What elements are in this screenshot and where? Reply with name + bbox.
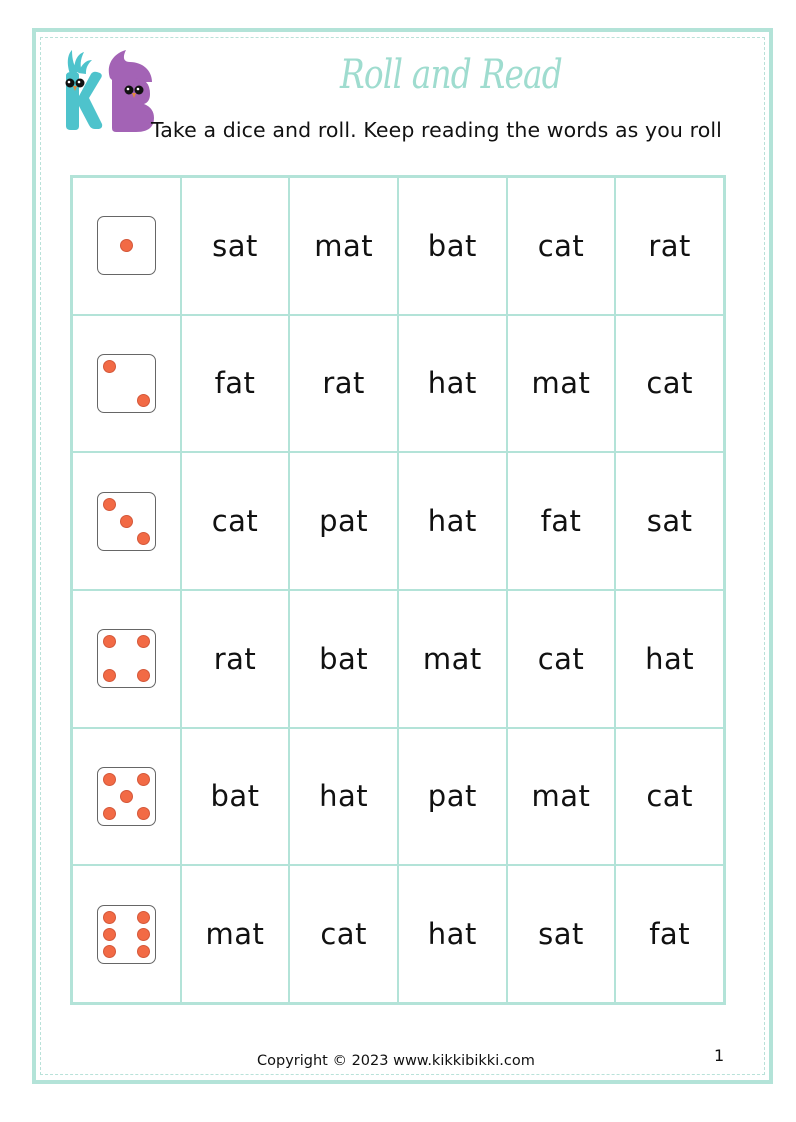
word-cell: cat <box>615 315 724 453</box>
word-cell: fat <box>615 865 724 1003</box>
word-cell: fat <box>181 315 290 453</box>
die-cell <box>72 590 181 728</box>
word-cell: cat <box>507 590 616 728</box>
word-cell: bat <box>398 177 507 315</box>
word-cell: cat <box>507 177 616 315</box>
die-cell <box>72 452 181 590</box>
word-cell: sat <box>507 865 616 1003</box>
word-cell: mat <box>507 728 616 866</box>
word-cell: hat <box>289 728 398 866</box>
die-cell <box>72 865 181 1003</box>
word-cell: mat <box>507 315 616 453</box>
word-cell: hat <box>398 865 507 1003</box>
page-title: Roll and Read <box>340 52 562 98</box>
word-cell: pat <box>289 452 398 590</box>
die-cell <box>72 315 181 453</box>
word-cell: cat <box>615 728 724 866</box>
die-cell <box>72 177 181 315</box>
roll-and-read-grid <box>70 175 726 1005</box>
word-cell: hat <box>398 452 507 590</box>
die-cell <box>72 728 181 866</box>
word-cell: hat <box>615 590 724 728</box>
word-cell: mat <box>398 590 507 728</box>
kikkibikki-logo-icon <box>56 48 160 134</box>
word-cell: rat <box>289 315 398 453</box>
word-cell: mat <box>181 865 290 1003</box>
word-cell: sat <box>181 177 290 315</box>
word-cell: fat <box>507 452 616 590</box>
die-face-1-icon <box>97 216 156 275</box>
die-face-3-icon <box>97 492 156 551</box>
copyright-notice: Copyright © 2023 www.kikkibikki.com <box>257 1053 535 1069</box>
instructions: Take a dice and roll. Keep reading the words as you roll <box>151 118 722 142</box>
word-cell: mat <box>289 177 398 315</box>
word-cell: rat <box>181 590 290 728</box>
word-cell: rat <box>615 177 724 315</box>
die-face-2-icon <box>97 354 156 413</box>
die-face-4-icon <box>97 629 156 688</box>
word-cell: bat <box>289 590 398 728</box>
word-cell: cat <box>289 865 398 1003</box>
die-face-5-icon <box>97 767 156 826</box>
word-cell: bat <box>181 728 290 866</box>
word-cell: pat <box>398 728 507 866</box>
page-number: 1 <box>714 1046 725 1065</box>
die-face-6-icon <box>97 905 156 964</box>
word-cell: sat <box>615 452 724 590</box>
word-cell: cat <box>181 452 290 590</box>
word-cell: hat <box>398 315 507 453</box>
